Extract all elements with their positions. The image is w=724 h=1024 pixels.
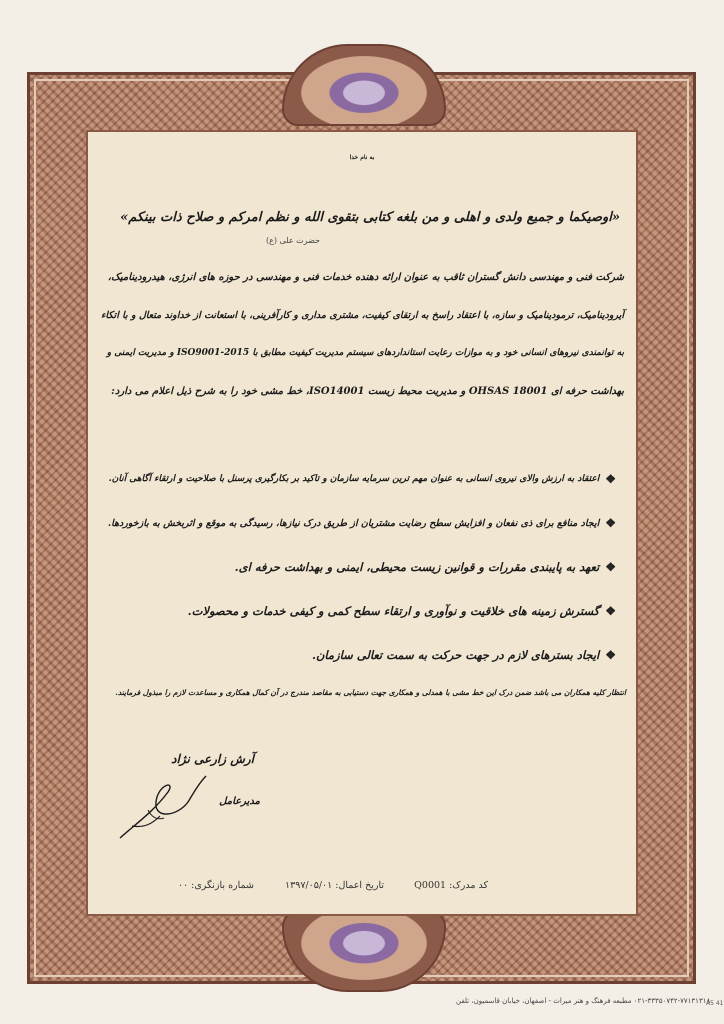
closing-statement: انتظار کلیه همکاران می باشد ضمن درک این خط مشی با همدلی و همکاری جهت دستیابی به مقاصد مندرج در آن کمال همکاری و مساعدت لازم را مبذول فرمایند. (115, 688, 626, 697)
printer-info: ۰۲۱-۳۳۳۵۰۷۴۲-۷۷۱۳۱۳۱۸ مطبعه فرهنگ و هنر میراث - اصفهان، خیابان قاسمیون، تلفن (456, 997, 711, 1005)
intro-line-3: به توانمندی نیروهای انسانی خود و به موازات رعایت استانداردهای سیستم مدیریت کیفیت مطابق با ISO9001-2015 و مدیریت ایمنی و (106, 348, 624, 358)
policy-item (235, 560, 616, 574)
intro-line-4: بهداشت حرفه ای OHSAS 18001 و مدیریت محیط زیست ISO14001، خط مشی خود را به شرح ذیل اعلام می دارد: (111, 386, 624, 397)
signer-name: آرش زارعی نژاد (171, 752, 254, 766)
policy-item-text: ایجاد بسترهای لازم در جهت حرکت به سمت تعالی سازمان. (311, 648, 600, 662)
diamond-bullet-icon: ❖ (605, 648, 616, 662)
diamond-bullet-icon: ❖ (605, 472, 616, 486)
signer-title: مدیرعامل (219, 796, 260, 807)
policy-item-text: گسترش زمینه های خلاقیت و نوآوری و ارتقاء سطح کمی و کیفی خدمات و محصولات. (187, 604, 600, 618)
revision-number: شماره بازنگری: ۰۰ (177, 880, 254, 891)
handwritten-signature (118, 772, 208, 842)
policy-item-text: ایجاد منافع برای ذی نفعان و افزایش سطح رضایت مشتریان از طریق درک نیازها، رسیدگی به موقع و اثربخش به بازخوردها. (107, 517, 600, 529)
corner-code: A5 41 (706, 1000, 724, 1007)
policy-item (108, 516, 616, 530)
intro-line-2: آیرودینامیک، ترمودینامیک و سازه، با اعتقاد راسخ به ارتقای کیفیت، مشتری مداری و کارآفرینی، با استعانت از خداوند متعال و با اتکاء (100, 310, 624, 321)
diamond-bullet-icon: ❖ (605, 560, 616, 574)
issue-date: تاریخ اعمال: ۱۳۹۷/۰۵/۰۱ (285, 880, 384, 891)
policy-item (312, 648, 616, 662)
policy-item (109, 472, 616, 486)
intro-line-1: شرکت فنی و مهندسی دانش گستران ثاقب به عنوان ارائه دهنده خدمات فنی و مهندسی در حوزه های انرژی، هیدرودینامیک، (107, 272, 624, 283)
quote-source: حضرت علی (ع) (265, 236, 320, 245)
diamond-bullet-icon: ❖ (605, 604, 616, 618)
quote-text: «اوصیکما و جمیع ولدی و اهلی و من بلغه کتابی بتقوی الله و نظم امرکم و صلاح ذات بینکم» (120, 210, 620, 225)
certificate-content-panel (86, 130, 638, 916)
policy-item-text: تعهد به پایبندی مقررات و قوانین زیست محیطی، ایمنی و بهداشت حرفه ای. (234, 560, 600, 574)
document-title: به نام خدا (349, 154, 375, 161)
policy-item-text: اعتقاد به ارزش والای نیروی انسانی به عنوان مهم ترین سرمایه سازمان و تاکید بر بکارگیری پرسنل با صلاحیت و ارتقاء آگاهی آنان. (108, 474, 600, 484)
policy-item (188, 604, 616, 618)
document-code: کد مدرک: Q0001 (414, 880, 488, 891)
diamond-bullet-icon: ❖ (605, 516, 616, 530)
top-medallion-ornament (282, 44, 446, 126)
